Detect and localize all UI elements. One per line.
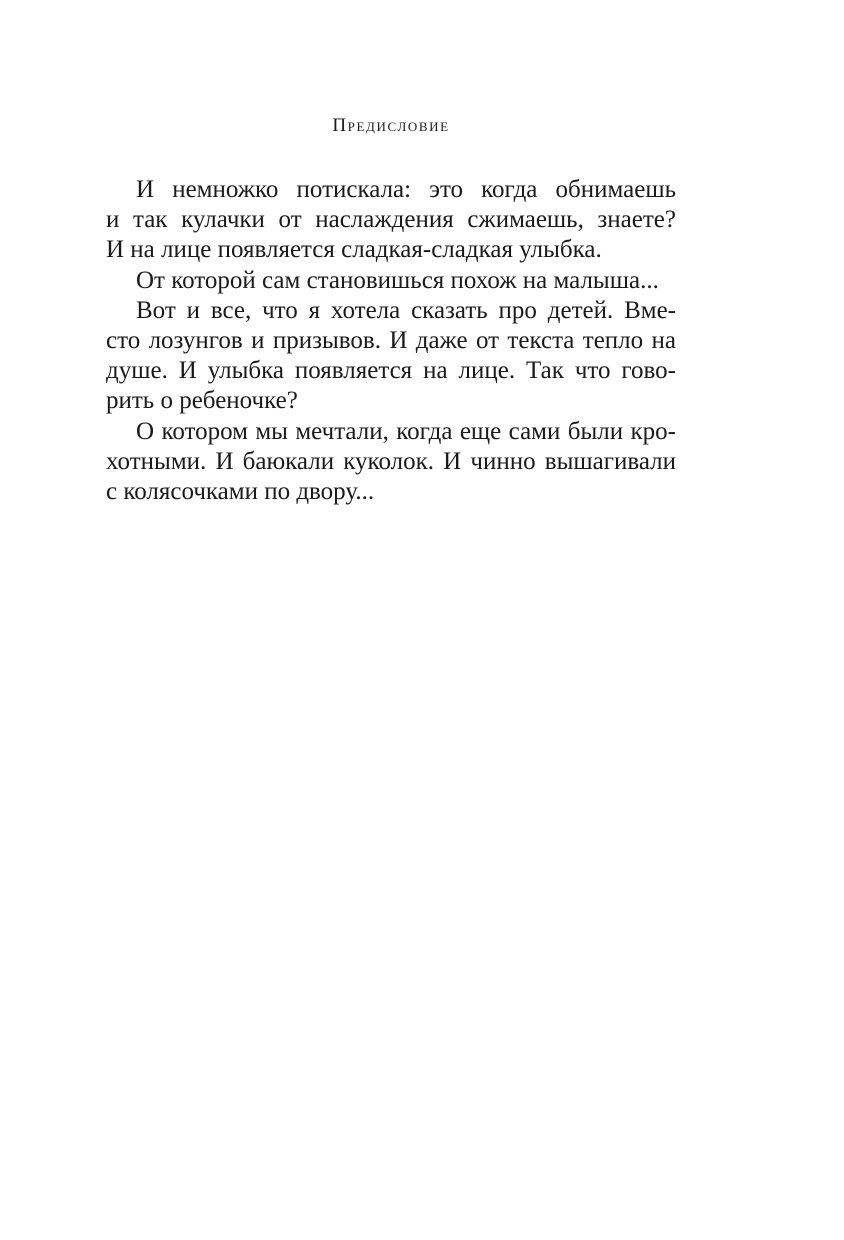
text-line: Вот и все, что я хотела сказать про детей. Вме- [136, 296, 676, 324]
text-line: И на лице появляется сладкая-сладкая улыбка. [106, 236, 602, 264]
text-line: с колясочками по двору... [106, 477, 375, 505]
body-text [106, 175, 676, 507]
running-head: Предисловие [332, 115, 450, 136]
text-line: сто лозунгов и призывов. И даже от текста тепло на [106, 326, 676, 354]
paragraph-1 [106, 175, 676, 266]
text-line: и так кулачки от наслаждения сжимаешь, знаете? [106, 206, 676, 234]
text-line: рить о ребеночке? [106, 387, 298, 415]
paragraph-3 [106, 296, 676, 417]
text-line: От которой сам становишься похож на малыша... [136, 266, 659, 294]
paragraph-4 [106, 417, 676, 508]
text-line: душе. И улыбка появляется на лице. Так что гово- [106, 357, 676, 385]
paragraph-2 [106, 266, 676, 296]
text-line: хотными. И баюкали куколок. И чинно вышагивали [106, 447, 676, 475]
text-line: О котором мы мечтали, когда еще сами были кро- [136, 417, 676, 445]
text-line: И немножко потискала: это когда обнимаешь [136, 176, 676, 203]
